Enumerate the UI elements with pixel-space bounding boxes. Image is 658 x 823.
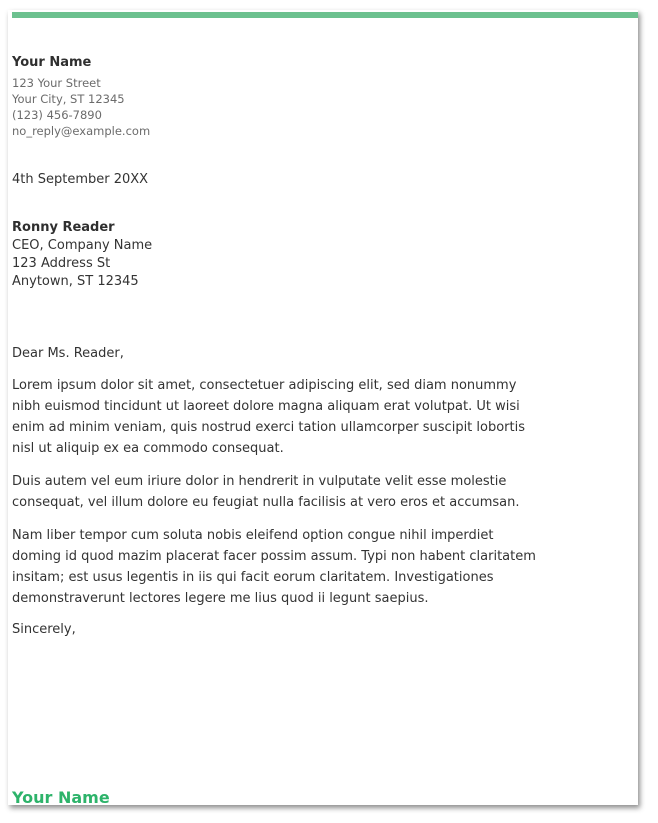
recipient-street: 123 Address St <box>12 256 111 271</box>
closing: Sincerely, <box>12 622 76 637</box>
letter-date: 4th September 20XX <box>12 172 149 187</box>
body-paragraph: Nam liber tempor cum soluta nobis eleifend option congue nihil imperdiet doming id quod mazim placerat facer possim assum. Typi non habent claritatem insitam; est usus legentis in iis qui facit eorum claritatem. Investigationes demonstraverunt lectores legere me lius quod ii legunt saepius. <box>12 528 536 606</box>
recipient-name: Ronny Reader <box>12 220 115 235</box>
recipient-block <box>12 219 542 291</box>
body-paragraph: Duis autem vel eum iriure dolor in hendrerit in vulputate velit esse molestie consequat, vel illum dolore eu feugiat nulla facilisis at vero eros et accumsan. <box>12 474 520 510</box>
sender-street: 123 Your Street <box>12 76 101 90</box>
sender-city: Your City, ST 12345 <box>12 92 125 106</box>
sender-email: no_reply@example.com <box>12 124 151 138</box>
letter-page <box>8 10 638 805</box>
letter-content <box>12 55 542 639</box>
sender-name: Your Name <box>12 55 92 70</box>
salutation: Dear Ms. Reader, <box>12 346 124 361</box>
body-paragraph: Lorem ipsum dolor sit amet, consectetuer adipiscing elit, sed diam nonummy nibh euismod tincidunt ut laoreet dolore magna aliquam erat volutpat. Ut wisi enim ad minim veniam, quis nostrud exerci tation ullamcorper suscipit lobortis nisl ut aliquip ex ea commodo consequat. <box>12 378 526 456</box>
sender-block <box>12 55 542 139</box>
accent-bar <box>12 12 638 18</box>
signature: Your Name <box>12 788 110 807</box>
recipient-title: CEO, Company Name <box>12 238 153 253</box>
sender-phone: (123) 456-7890 <box>12 108 102 122</box>
recipient-city: Anytown, ST 12345 <box>12 274 139 289</box>
